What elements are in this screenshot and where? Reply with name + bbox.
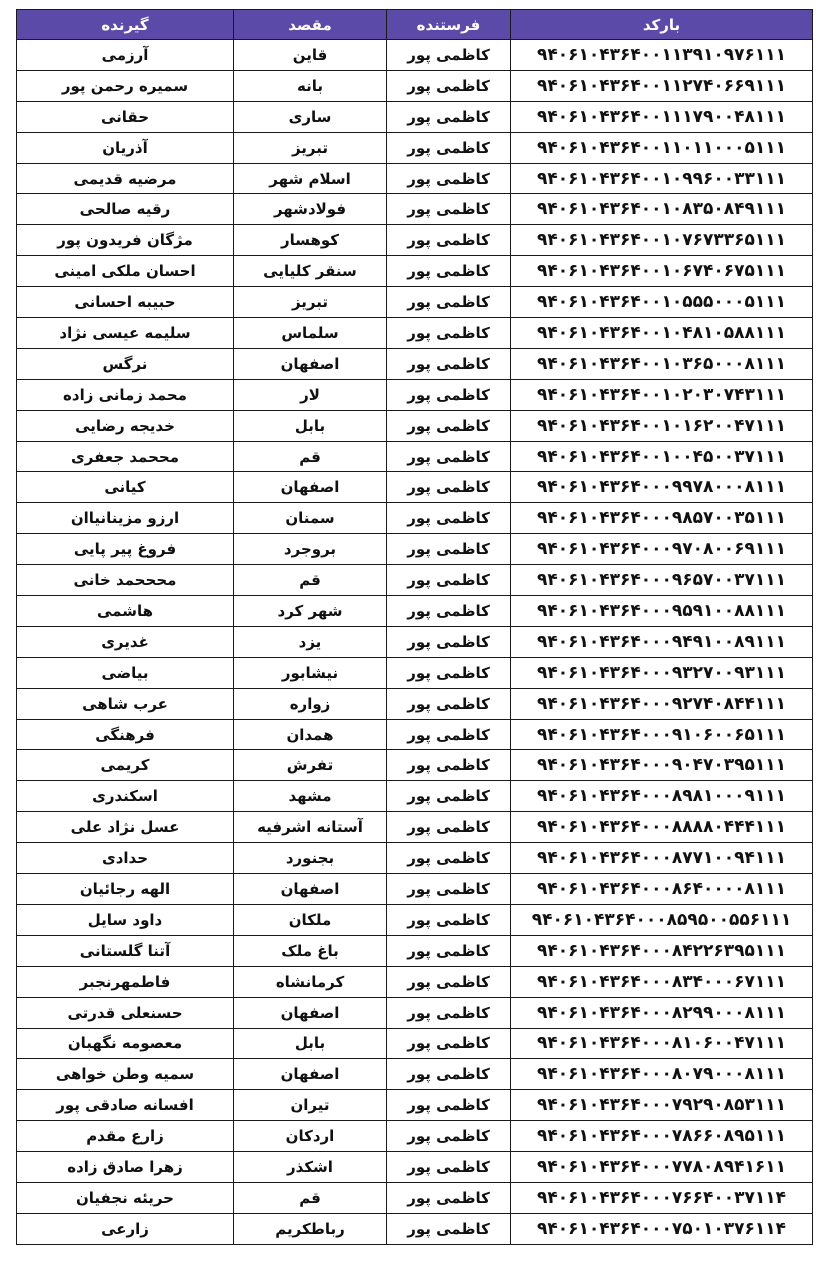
table-row <box>17 348 813 379</box>
barcode-cell: ۹۴۰۶۱۰۴۳۶۴۰۰۰۹۷۰۸۰۰۶۹۱۱۱ <box>511 534 813 565</box>
table-row <box>17 781 813 812</box>
table-row <box>17 379 813 410</box>
destination-cell: سلماس <box>234 318 387 349</box>
destination-cell: نیشابور <box>234 657 387 688</box>
destination-cell: اصفهان <box>234 997 387 1028</box>
receiver-cell: مژگان فریدون پور <box>17 225 234 256</box>
receiver-cell: مرضیه قدیمی <box>17 163 234 194</box>
receiver-cell: معصومه نگهبان <box>17 1028 234 1059</box>
destination-cell: مشهد <box>234 781 387 812</box>
table-row <box>17 410 813 441</box>
sender-cell: کاظمی پور <box>387 626 511 657</box>
barcode-cell: ۹۴۰۶۱۰۴۳۶۴۰۰۱۰۰۴۵۰۰۳۷۱۱۱ <box>511 441 813 472</box>
destination-cell: بجنورد <box>234 843 387 874</box>
sender-cell: کاظمی پور <box>387 843 511 874</box>
destination-cell: اسلام شهر <box>234 163 387 194</box>
receiver-cell: اسکندری <box>17 781 234 812</box>
receiver-cell: سلیمه عیسی نژاد <box>17 318 234 349</box>
sender-cell: کاظمی پور <box>387 503 511 534</box>
receiver-cell: عسل نژاد علی <box>17 812 234 843</box>
table-row <box>17 719 813 750</box>
destination-cell: کرمانشاه <box>234 966 387 997</box>
table-row <box>17 626 813 657</box>
table-row <box>17 565 813 596</box>
destination-cell: اردکان <box>234 1121 387 1152</box>
sender-cell: کاظمی پور <box>387 348 511 379</box>
destination-cell: شهر کرد <box>234 596 387 627</box>
sender-cell: کاظمی پور <box>387 1090 511 1121</box>
sender-cell: کاظمی پور <box>387 904 511 935</box>
table-row <box>17 843 813 874</box>
table-row <box>17 657 813 688</box>
destination-cell: اصفهان <box>234 874 387 905</box>
barcode-cell: ۹۴۰۶۱۰۴۳۶۴۰۰۰۷۸۶۶۰۸۹۵۱۱۱ <box>511 1121 813 1152</box>
table-row <box>17 132 813 163</box>
receiver-cell: آتنا گلستانی <box>17 935 234 966</box>
receiver-cell: حدادی <box>17 843 234 874</box>
table-row <box>17 1090 813 1121</box>
destination-cell: اشکذر <box>234 1152 387 1183</box>
receiver-cell: آرزمی <box>17 40 234 71</box>
sender-cell: کاظمی پور <box>387 101 511 132</box>
receiver-cell: آذریان <box>17 132 234 163</box>
receiver-cell: داود سایل <box>17 904 234 935</box>
destination-cell: تبریز <box>234 132 387 163</box>
barcode-cell: ۹۴۰۶۱۰۴۳۶۴۰۰۱۱۰۱۱۰۰۰۵۱۱۱ <box>511 132 813 163</box>
receiver-cell: محححمد خانی <box>17 565 234 596</box>
header-destination: مقصد <box>234 10 387 40</box>
sender-cell: کاظمی پور <box>387 1028 511 1059</box>
destination-cell: کوهسار <box>234 225 387 256</box>
destination-cell: همدان <box>234 719 387 750</box>
receiver-cell: زهرا صادق زاده <box>17 1152 234 1183</box>
barcode-cell: ۹۴۰۶۱۰۴۳۶۴۰۰۱۰۹۹۶۰۰۳۳۱۱۱ <box>511 163 813 194</box>
barcode-cell: ۹۴۰۶۱۰۴۳۶۴۰۰۱۰۸۳۵۰۸۴۹۱۱۱ <box>511 194 813 225</box>
sender-cell: کاظمی پور <box>387 70 511 101</box>
sender-cell: کاظمی پور <box>387 657 511 688</box>
sender-cell: کاظمی پور <box>387 163 511 194</box>
barcode-cell: ۹۴۰۶۱۰۴۳۶۴۰۰۰۸۵۹۵۰۰۵۵۶۱۱۱ <box>511 904 813 935</box>
receiver-cell: احسان ملکی امینی <box>17 256 234 287</box>
table-row <box>17 935 813 966</box>
sender-cell: کاظمی پور <box>387 256 511 287</box>
barcode-cell: ۹۴۰۶۱۰۴۳۶۴۰۰۰۷۵۰۱۰۳۷۶۱۱۴ <box>511 1213 813 1244</box>
table-row <box>17 812 813 843</box>
barcode-cell: ۹۴۰۶۱۰۴۳۶۴۰۰۰۸۰۷۹۰۰۰۸۱۱۱ <box>511 1059 813 1090</box>
barcode-cell: ۹۴۰۶۱۰۴۳۶۴۰۰۰۹۵۹۱۰۰۸۸۱۱۱ <box>511 596 813 627</box>
table-row <box>17 1121 813 1152</box>
receiver-cell: سمیه وطن خواهی <box>17 1059 234 1090</box>
destination-cell: یزد <box>234 626 387 657</box>
table-row <box>17 441 813 472</box>
barcode-cell: ۹۴۰۶۱۰۴۳۶۴۰۰۱۰۲۰۳۰۷۴۳۱۱۱ <box>511 379 813 410</box>
barcode-cell: ۹۴۰۶۱۰۴۳۶۴۰۰۰۹۱۰۶۰۰۶۵۱۱۱ <box>511 719 813 750</box>
sender-cell: کاظمی پور <box>387 750 511 781</box>
barcode-cell: ۹۴۰۶۱۰۴۳۶۴۰۰۱۱۳۹۱۰۹۷۶۱۱۱ <box>511 40 813 71</box>
destination-cell: آستانه اشرفیه <box>234 812 387 843</box>
table-row <box>17 750 813 781</box>
sender-cell: کاظمی پور <box>387 225 511 256</box>
sender-cell: کاظمی پور <box>387 565 511 596</box>
receiver-cell: بیاضی <box>17 657 234 688</box>
table-header <box>17 10 813 40</box>
barcode-cell: ۹۴۰۶۱۰۴۳۶۴۰۰۱۱۲۷۴۰۶۶۹۱۱۱ <box>511 70 813 101</box>
destination-cell: اصفهان <box>234 1059 387 1090</box>
receiver-cell: افسانه صادقی پور <box>17 1090 234 1121</box>
receiver-cell: خدیجه رضایی <box>17 410 234 441</box>
barcode-cell: ۹۴۰۶۱۰۴۳۶۴۰۰۰۷۷۸۰۸۹۴۱۶۱۱ <box>511 1152 813 1183</box>
receiver-cell: رقیه صالحی <box>17 194 234 225</box>
table-row <box>17 1182 813 1213</box>
sender-cell: کاظمی پور <box>387 410 511 441</box>
barcode-cell: ۹۴۰۶۱۰۴۳۶۴۰۰۱۰۵۵۵۰۰۰۵۱۱۱ <box>511 287 813 318</box>
table-row <box>17 997 813 1028</box>
sender-cell: کاظمی پور <box>387 40 511 71</box>
sender-cell: کاظمی پور <box>387 534 511 565</box>
table-row <box>17 40 813 71</box>
table-row <box>17 534 813 565</box>
destination-cell: بابل <box>234 410 387 441</box>
destination-cell: اصفهان <box>234 348 387 379</box>
destination-cell: رباطکریم <box>234 1213 387 1244</box>
table-body <box>17 40 813 1245</box>
barcode-cell: ۹۴۰۶۱۰۴۳۶۴۰۰۰۸۲۹۹۰۰۰۸۱۱۱ <box>511 997 813 1028</box>
receiver-cell: حسنعلی قدرتی <box>17 997 234 1028</box>
sender-cell: کاظمی پور <box>387 874 511 905</box>
header-barcode: بارکد <box>511 10 813 40</box>
receiver-cell: غدیری <box>17 626 234 657</box>
receiver-cell: ارزو مزینانیاان <box>17 503 234 534</box>
destination-cell: قاین <box>234 40 387 71</box>
sender-cell: کاظمی پور <box>387 1182 511 1213</box>
receiver-cell: فرهنگی <box>17 719 234 750</box>
destination-cell: فولادشهر <box>234 194 387 225</box>
sender-cell: کاظمی پور <box>387 287 511 318</box>
barcode-cell: ۹۴۰۶۱۰۴۳۶۴۰۰۱۰۳۶۵۰۰۰۸۱۱۱ <box>511 348 813 379</box>
barcode-cell: ۹۴۰۶۱۰۴۳۶۴۰۰۰۹۹۷۸۰۰۰۸۱۱۱ <box>511 472 813 503</box>
table-row <box>17 904 813 935</box>
receiver-cell: سمیره رحمن پور <box>17 70 234 101</box>
barcode-cell: ۹۴۰۶۱۰۴۳۶۴۰۰۰۹۰۴۷۰۳۹۵۱۱۱ <box>511 750 813 781</box>
receiver-cell: فروغ پیر پایی <box>17 534 234 565</box>
receiver-cell: حبیبه احسانی <box>17 287 234 318</box>
destination-cell: ساری <box>234 101 387 132</box>
table-row <box>17 225 813 256</box>
barcode-cell: ۹۴۰۶۱۰۴۳۶۴۰۰۰۸۷۷۱۰۰۹۴۱۱۱ <box>511 843 813 874</box>
table-row <box>17 688 813 719</box>
barcode-cell: ۹۴۰۶۱۰۴۳۶۴۰۰۰۹۲۷۴۰۸۴۴۱۱۱ <box>511 688 813 719</box>
barcode-cell: ۹۴۰۶۱۰۴۳۶۴۰۰۰۸۱۰۶۰۰۴۷۱۱۱ <box>511 1028 813 1059</box>
receiver-cell: مححمد جعفری <box>17 441 234 472</box>
sender-cell: کاظمی پور <box>387 472 511 503</box>
barcode-cell: ۹۴۰۶۱۰۴۳۶۴۰۰۰۷۶۶۴۰۰۳۷۱۱۴ <box>511 1182 813 1213</box>
barcode-cell: ۹۴۰۶۱۰۴۳۶۴۰۰۰۸۳۴۰۰۰۶۷۱۱۱ <box>511 966 813 997</box>
barcode-cell: ۹۴۰۶۱۰۴۳۶۴۰۰۱۰۴۸۱۰۵۸۸۱۱۱ <box>511 318 813 349</box>
sender-cell: کاظمی پور <box>387 596 511 627</box>
destination-cell: سمنان <box>234 503 387 534</box>
barcode-cell: ۹۴۰۶۱۰۴۳۶۴۰۰۰۸۹۸۱۰۰۰۹۱۱۱ <box>511 781 813 812</box>
table-row <box>17 70 813 101</box>
table-row <box>17 318 813 349</box>
destination-cell: لار <box>234 379 387 410</box>
sender-cell: کاظمی پور <box>387 1121 511 1152</box>
destination-cell: قم <box>234 565 387 596</box>
table-row <box>17 596 813 627</box>
table-row <box>17 163 813 194</box>
sender-cell: کاظمی پور <box>387 132 511 163</box>
table-row <box>17 503 813 534</box>
sender-cell: کاظمی پور <box>387 812 511 843</box>
destination-cell: باغ ملک <box>234 935 387 966</box>
header-row <box>17 10 813 40</box>
sender-cell: کاظمی پور <box>387 719 511 750</box>
table-row <box>17 287 813 318</box>
table-row <box>17 874 813 905</box>
barcode-cell: ۹۴۰۶۱۰۴۳۶۴۰۰۱۰۶۷۴۰۶۷۵۱۱۱ <box>511 256 813 287</box>
receiver-cell: زارعی <box>17 1213 234 1244</box>
shipment-table <box>16 9 813 1245</box>
header-receiver: گیرنده <box>17 10 234 40</box>
destination-cell: ملکان <box>234 904 387 935</box>
barcode-cell: ۹۴۰۶۱۰۴۳۶۴۰۰۰۹۶۵۷۰۰۳۷۱۱۱ <box>511 565 813 596</box>
sender-cell: کاظمی پور <box>387 441 511 472</box>
sender-cell: کاظمی پور <box>387 935 511 966</box>
destination-cell: بانه <box>234 70 387 101</box>
sender-cell: کاظمی پور <box>387 194 511 225</box>
receiver-cell: الهه رجائیان <box>17 874 234 905</box>
sender-cell: کاظمی پور <box>387 688 511 719</box>
destination-cell: قم <box>234 1182 387 1213</box>
barcode-cell: ۹۴۰۶۱۰۴۳۶۴۰۰۰۸۴۲۲۶۳۹۵۱۱۱ <box>511 935 813 966</box>
receiver-cell: حریئه نجفیان <box>17 1182 234 1213</box>
sender-cell: کاظمی پور <box>387 1213 511 1244</box>
sender-cell: کاظمی پور <box>387 781 511 812</box>
header-sender: فرستنده <box>387 10 511 40</box>
table-row <box>17 966 813 997</box>
table-row <box>17 101 813 132</box>
sender-cell: کاظمی پور <box>387 1059 511 1090</box>
destination-cell: بابل <box>234 1028 387 1059</box>
barcode-cell: ۹۴۰۶۱۰۴۳۶۴۰۰۰۹۳۲۷۰۰۹۳۱۱۱ <box>511 657 813 688</box>
barcode-cell: ۹۴۰۶۱۰۴۳۶۴۰۰۱۰۷۶۷۳۳۶۵۱۱۱ <box>511 225 813 256</box>
sender-cell: کاظمی پور <box>387 379 511 410</box>
shipment-table-sheet <box>16 9 812 1245</box>
table-row <box>17 1213 813 1244</box>
table-row <box>17 472 813 503</box>
destination-cell: سنقر کلیایی <box>234 256 387 287</box>
destination-cell: تفرش <box>234 750 387 781</box>
barcode-cell: ۹۴۰۶۱۰۴۳۶۴۰۰۱۱۱۷۹۰۰۴۸۱۱۱ <box>511 101 813 132</box>
receiver-cell: محمد زمانی زاده <box>17 379 234 410</box>
destination-cell: اصفهان <box>234 472 387 503</box>
barcode-cell: ۹۴۰۶۱۰۴۳۶۴۰۰۱۰۱۶۲۰۰۴۷۱۱۱ <box>511 410 813 441</box>
receiver-cell: نرگس <box>17 348 234 379</box>
sender-cell: کاظمی پور <box>387 1152 511 1183</box>
barcode-cell: ۹۴۰۶۱۰۴۳۶۴۰۰۰۹۸۵۷۰۰۳۵۱۱۱ <box>511 503 813 534</box>
sender-cell: کاظمی پور <box>387 997 511 1028</box>
table-row <box>17 256 813 287</box>
destination-cell: قم <box>234 441 387 472</box>
receiver-cell: حقانی <box>17 101 234 132</box>
receiver-cell: کریمی <box>17 750 234 781</box>
destination-cell: تبریز <box>234 287 387 318</box>
barcode-cell: ۹۴۰۶۱۰۴۳۶۴۰۰۰۸۶۴۰۰۰۰۸۱۱۱ <box>511 874 813 905</box>
receiver-cell: فاطمهرنجبر <box>17 966 234 997</box>
table-row <box>17 194 813 225</box>
sender-cell: کاظمی پور <box>387 318 511 349</box>
table-row <box>17 1152 813 1183</box>
destination-cell: بروجرد <box>234 534 387 565</box>
receiver-cell: زارع مقدم <box>17 1121 234 1152</box>
destination-cell: زواره <box>234 688 387 719</box>
table-row <box>17 1059 813 1090</box>
receiver-cell: هاشمی <box>17 596 234 627</box>
sender-cell: کاظمی پور <box>387 966 511 997</box>
barcode-cell: ۹۴۰۶۱۰۴۳۶۴۰۰۰۷۹۲۹۰۸۵۳۱۱۱ <box>511 1090 813 1121</box>
barcode-cell: ۹۴۰۶۱۰۴۳۶۴۰۰۰۹۴۹۱۰۰۸۹۱۱۱ <box>511 626 813 657</box>
destination-cell: تیران <box>234 1090 387 1121</box>
table-row <box>17 1028 813 1059</box>
barcode-cell: ۹۴۰۶۱۰۴۳۶۴۰۰۰۸۸۸۸۰۴۴۴۱۱۱ <box>511 812 813 843</box>
receiver-cell: عرب شاهی <box>17 688 234 719</box>
receiver-cell: کیانی <box>17 472 234 503</box>
